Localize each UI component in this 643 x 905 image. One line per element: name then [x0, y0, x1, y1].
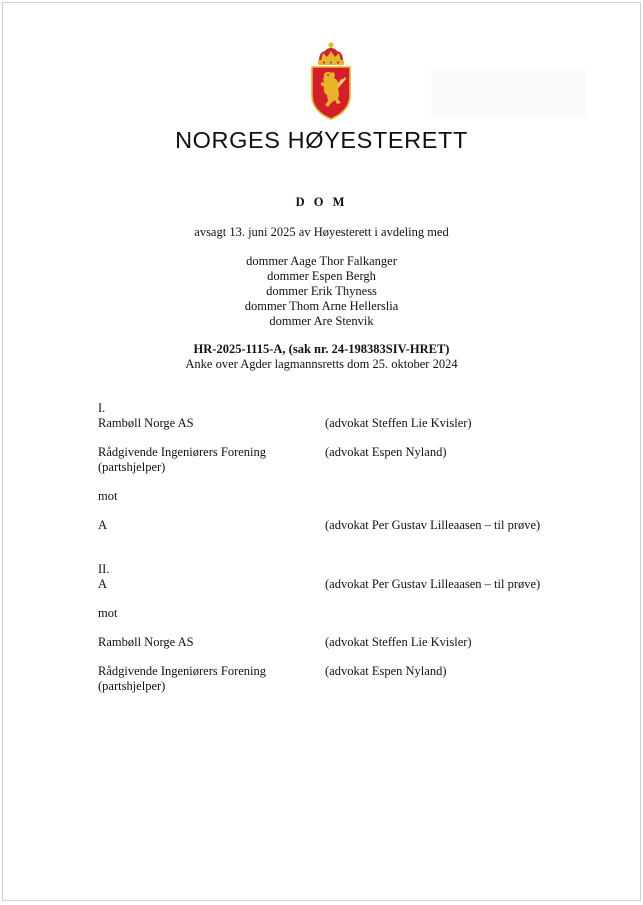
party-counsel: (advokat Per Gustav Lilleaasen – til prøve) [325, 518, 541, 532]
parties-section [98, 401, 568, 694]
party-name: A [98, 518, 108, 532]
party-role-note: (partshjelper) [98, 460, 166, 474]
versus-label: mot [98, 606, 118, 620]
party-counsel: (advokat Steffen Lie Kvisler) [325, 635, 472, 649]
party-name: Rambøll Norge AS [98, 635, 194, 649]
judges-list [3, 254, 640, 329]
party-role-note: (partshjelper) [98, 679, 166, 693]
party-row [98, 577, 568, 592]
party-counsel: (advokat Espen Nyland) [325, 445, 447, 459]
judge-name: dommer Are Stenvik [269, 314, 374, 328]
party-row [98, 416, 568, 431]
party-counsel: (advokat Espen Nyland) [325, 664, 447, 678]
versus-label: mot [98, 489, 118, 503]
appeal-line: Anke over Agder lagmannsretts dom 25. oktober 2024 [185, 357, 458, 371]
section-numeral: I. [98, 401, 106, 415]
faint-background-box [431, 69, 586, 117]
party-row [98, 635, 568, 650]
document-title: D O M [295, 195, 348, 209]
norwegian-coat-of-arms-icon [307, 41, 355, 121]
party-name: A [98, 577, 108, 591]
party-row [98, 445, 568, 475]
party-name: Rådgivende Ingeniørers Forening [98, 445, 267, 459]
judge-name: dommer Espen Bergh [267, 269, 376, 283]
party-name: Rambøll Norge AS [98, 416, 194, 430]
party-name-block [98, 664, 325, 694]
party-name: Rådgivende Ingeniørers Forening [98, 664, 267, 678]
party-counsel: (advokat Per Gustav Lilleaasen – til prøve) [325, 577, 541, 591]
institution-wordmark: NORGES HØYESTERETT [175, 127, 468, 153]
judge-name: dommer Erik Thyness [266, 284, 377, 298]
party-name-block [98, 445, 325, 475]
case-number: HR-2025-1115-A, (sak nr. 24-198383SIV-HRET) [193, 342, 450, 356]
judge-name: dommer Aage Thor Falkanger [246, 254, 397, 268]
party-row [98, 664, 568, 694]
party-row [98, 518, 568, 533]
section-numeral: II. [98, 562, 110, 576]
document-page [2, 2, 641, 901]
judge-name: dommer Thom Arne Hellerslia [244, 299, 399, 313]
issued-line: avsagt 13. juni 2025 av Høyesterett i avdeling med [194, 225, 449, 239]
party-counsel: (advokat Steffen Lie Kvisler) [325, 416, 472, 430]
